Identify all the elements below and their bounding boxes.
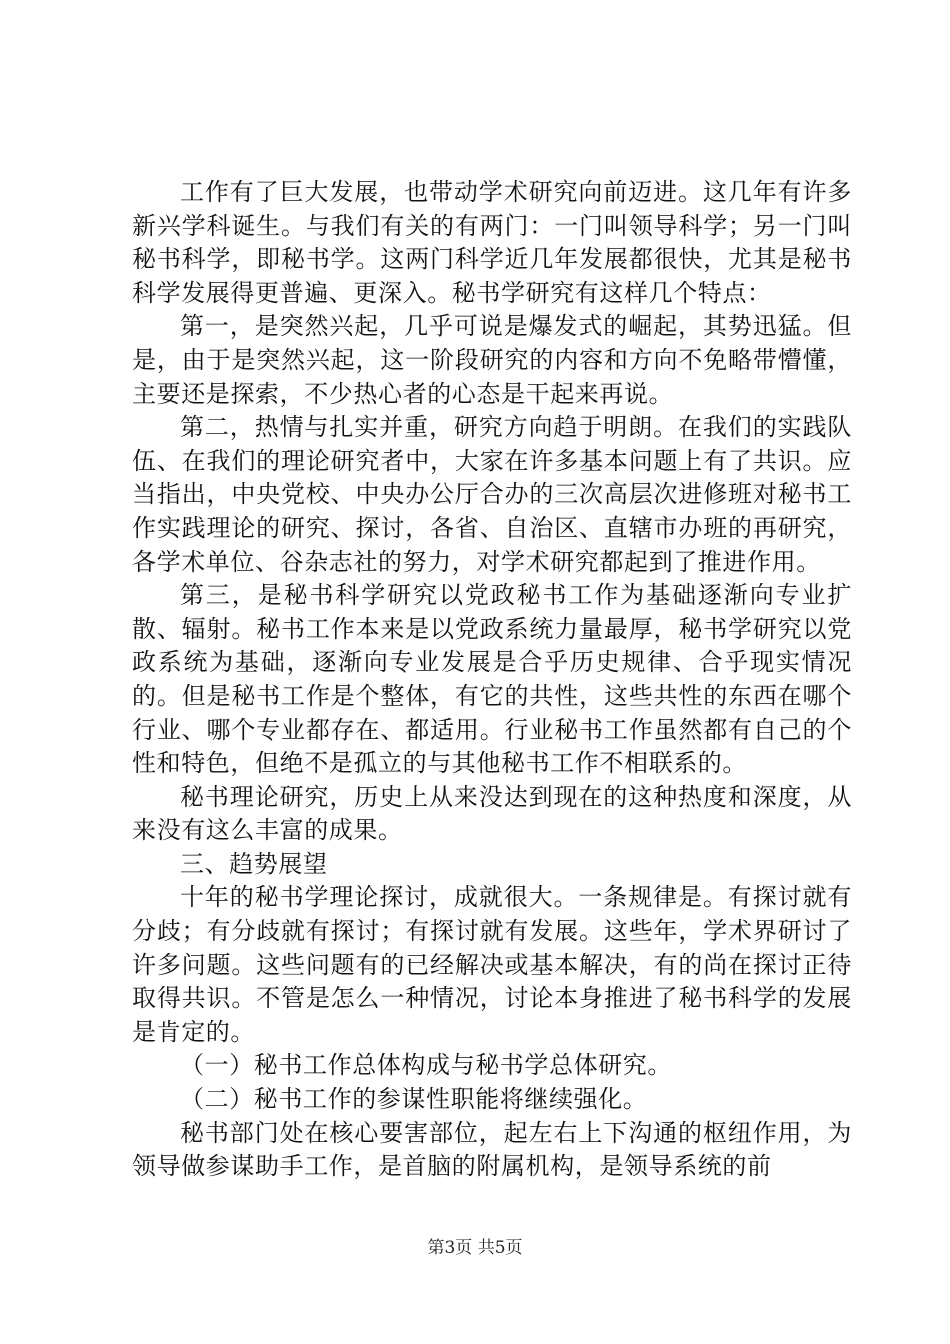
paragraph-outlook: 十年的秘书学理论探讨，成就很大。一条规律是。有探讨就有分歧；有分歧就有探讨；有探讨就有发展。这些年，学术界研讨了许多问题。这些问题有的已经解决或基本解决，有的尚在探讨正待取得共识。不管是怎么一种情况，讨论本身推进了秘书科学的发展是肯定的。 [132,883,852,1046]
paragraph-secretary-department: 秘书部门处在核心要害部位，起左右上下沟通的枢纽作用，为领导做参谋助手工作，是首脑的附属机构，是领导系统的前 [132,1118,852,1181]
paragraph-point-two: 第二，热情与扎实并重，研究方向趋于明朗。在我们的实践队伍、在我们的理论研究者中，大家在许多基本问题上有了共识。应当指出，中央党校、中央办公厅合办的三次高层次进修班对秘书工作实践理论的研究、探讨，各省、自治区、直辖市办班的再研究，各学术单位、谷杂志社的努力，对学术研究都起到了推进作用。 [132,413,852,576]
paragraph-point-three: 第三，是秘书科学研究以党政秘书工作为基础逐渐向专业扩散、辐射。秘书工作本来是以党政系统力量最厚，秘书学研究以党政系统为基础，逐渐向专业发展是合乎历史规律、合乎现实情况的。但是秘书工作是个整体，有它的共性，这些共性的东西在哪个行业、哪个专业都存在、都适用。行业秘书工作虽然都有自己的个性和特色，但绝不是孤立的与其他秘书工作不相联系的。 [132,581,852,778]
page-number-footer: 第3页 共5页 [427,1238,523,1258]
paragraph-summary: 秘书理论研究，历史上从来没达到现在的这种热度和深度，从来没有这么丰富的成果。 [132,782,852,845]
paragraph-point-one: 第一，是突然兴起，几乎可说是爆发式的崛起，其势迅猛。但是，由于是突然兴起，这一阶段研究的内容和方向不免略带懵懂，主要还是探索，不少热心者的心态是干起来再说。 [132,312,852,408]
paragraph-intro: 工作有了巨大发展，也带动学术研究向前迈进。这几年有许多新兴学科诞生。与我们有关的有两门：一门叫领导科学；另一门叫秘书科学，即秘书学。这两门科学近几年发展都很快，尤其是秘书科学发展得更普遍、更深入。秘书学研究有这样几个特点： [132,178,852,307]
document-body [132,176,852,1184]
section-heading-outlook: 三、趋势展望 [180,849,328,878]
subheading-two: （二）秘书工作的参谋性职能将继续强化。 [180,1085,648,1114]
subheading-one: （一）秘书工作总体构成与秘书学总体研究。 [180,1051,672,1080]
